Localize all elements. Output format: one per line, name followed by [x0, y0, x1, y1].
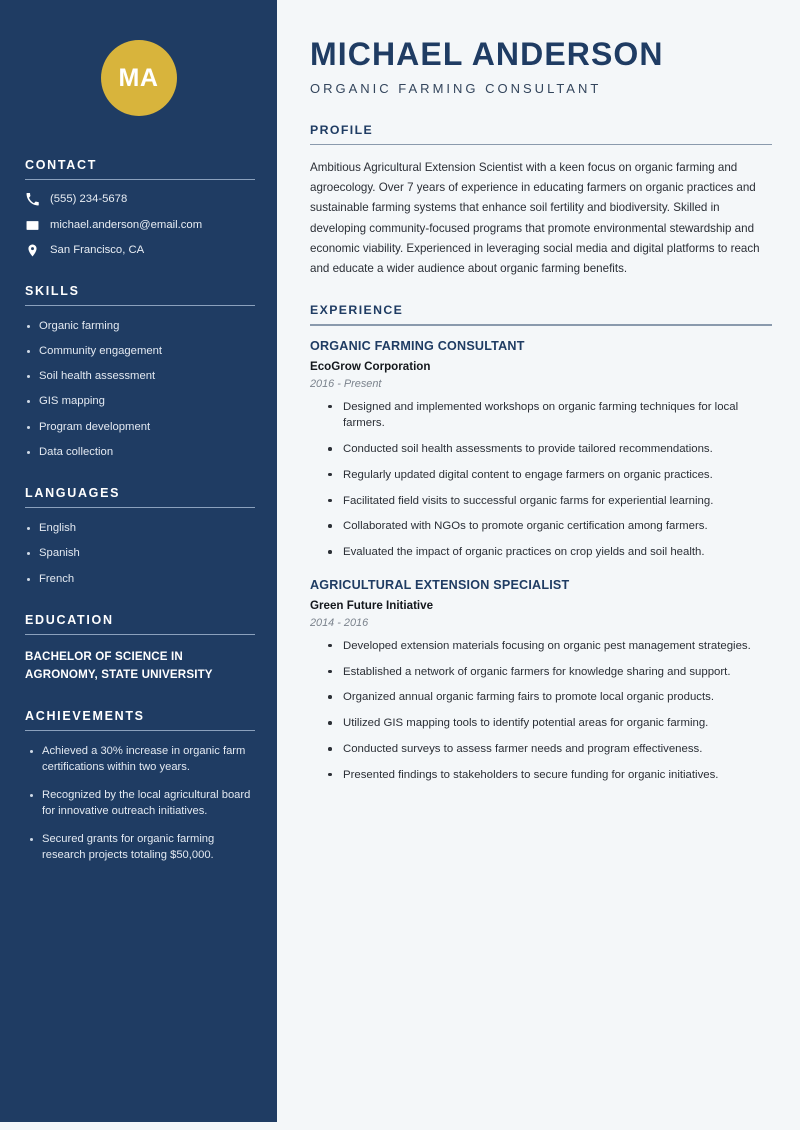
- sidebar-section-skills: [25, 284, 255, 461]
- main-section-experience: [310, 303, 772, 783]
- experience-bullets: [310, 399, 772, 561]
- achievements-list: [25, 744, 255, 863]
- main-section-profile: [310, 123, 772, 280]
- contact-item-location[interactable]: [25, 244, 255, 258]
- languages-divider: [25, 507, 255, 508]
- experience-company: EcoGrow Corporation: [310, 359, 431, 373]
- contact-heading: CONTACT: [25, 158, 98, 172]
- experience-divider: [310, 324, 772, 326]
- sidebar: [0, 0, 277, 1122]
- list-item: French: [25, 572, 255, 587]
- experience-job-title: ORGANIC FARMING CONSULTANT: [310, 338, 525, 353]
- list-item: English: [25, 521, 255, 536]
- languages-list: [25, 521, 255, 587]
- envelope-icon: [25, 219, 39, 232]
- sidebar-section-contact: [25, 158, 255, 258]
- education-entry: BACHELOR OF SCIENCE IN AGRONOMY, STATE UNIVERSITY: [25, 649, 213, 681]
- skills-list: [25, 319, 255, 461]
- experience-entry: [310, 578, 772, 784]
- job-subtitle: ORGANIC FARMING CONSULTANT: [310, 80, 602, 96]
- list-item: Organic farming: [25, 319, 255, 334]
- list-item: Community engagement: [25, 344, 255, 359]
- contact-item-email[interactable]: [25, 219, 255, 233]
- avatar-container: [0, 0, 277, 158]
- profile-text: Ambitious Agricultural Extension Scientist with a keen focus on organic farming and agroecology. Over 7 years of experience in educating farmers on organic practices and sustainable farming systems that enhance soil fertility and biodiversity. Skilled in developing community-focused programs that promote environmental stewardship and economic viability. Experienced in leveraging social media and digital platforms to reach and educate a wider audience about organic farming benefits.: [310, 161, 760, 275]
- list-item: Spanish: [25, 546, 255, 561]
- experience-job-title: AGRICULTURAL EXTENSION SPECIALIST: [310, 577, 570, 592]
- list-item: Conducted soil health assessments to provide tailored recommendations.: [328, 441, 772, 458]
- list-item: Achieved a 30% increase in organic farm certifications within two years.: [25, 744, 255, 776]
- list-item: Secured grants for organic farming research projects totaling $50,000.: [25, 832, 255, 864]
- contact-location-value: San Francisco, CA: [50, 244, 145, 257]
- list-item: Facilitated field visits to successful organic farms for experiential learning.: [328, 493, 772, 510]
- experience-bullets: [310, 638, 772, 784]
- avatar-initials: MA: [118, 63, 159, 92]
- sidebar-section-achievements: [25, 709, 255, 863]
- contact-divider: [25, 179, 255, 180]
- list-item: GIS mapping: [25, 394, 255, 409]
- achievements-heading: ACHIEVEMENTS: [25, 709, 145, 724]
- list-item: Presented findings to stakeholders to secure funding for organic initiatives.: [328, 767, 772, 784]
- list-item: Collaborated with NGOs to promote organic certification among farmers.: [328, 518, 772, 535]
- list-item: Soil health assessment: [25, 369, 255, 384]
- education-divider: [25, 634, 255, 635]
- contact-item-phone[interactable]: [25, 193, 255, 207]
- experience-entry: [310, 339, 772, 561]
- phone-icon: [25, 193, 39, 206]
- list-item: Established a network of organic farmers for knowledge sharing and support.: [328, 664, 772, 681]
- experience-dates: 2014 - 2016: [310, 616, 369, 629]
- experience-company: Green Future Initiative: [310, 598, 434, 612]
- education-heading: EDUCATION: [25, 612, 114, 627]
- main-content: [277, 0, 800, 1122]
- list-item: Developed extension materials focusing on organic pest management strategies.: [328, 638, 772, 655]
- experience-heading: EXPERIENCE: [310, 303, 404, 318]
- list-item: Program development: [25, 420, 255, 435]
- list-item: Designed and implemented workshops on organic farming techniques for local farmers.: [328, 399, 772, 433]
- languages-heading: LANGUAGES: [25, 486, 121, 501]
- list-item: Data collection: [25, 445, 255, 460]
- experience-dates: 2016 - Present: [310, 377, 382, 390]
- profile-divider: [310, 144, 772, 146]
- sidebar-section-languages: [25, 486, 255, 587]
- list-item: Conducted surveys to assess farmer needs and program effectiveness.: [328, 741, 772, 758]
- avatar: [101, 40, 177, 116]
- list-item: Utilized GIS mapping tools to identify potential areas for organic farming.: [328, 715, 772, 732]
- sidebar-section-education: [25, 613, 255, 683]
- page-title: MICHAEL ANDERSON: [310, 36, 664, 72]
- list-item: Evaluated the impact of organic practices on crop yields and soil health.: [328, 544, 772, 561]
- achievements-divider: [25, 730, 255, 731]
- list-item: Regularly updated digital content to engage farmers on organic practices.: [328, 467, 772, 484]
- list-item: Organized annual organic farming fairs to promote local organic products.: [328, 689, 772, 706]
- contact-phone-value: (555) 234-5678: [50, 193, 128, 205]
- skills-heading: SKILLS: [25, 283, 80, 298]
- skills-divider: [25, 305, 255, 306]
- map-pin-icon: [25, 244, 39, 257]
- contact-email-value: michael.anderson@email.com: [50, 218, 203, 231]
- list-item: Recognized by the local agricultural board for innovative outreach initiatives.: [25, 788, 255, 820]
- profile-heading: PROFILE: [310, 122, 374, 137]
